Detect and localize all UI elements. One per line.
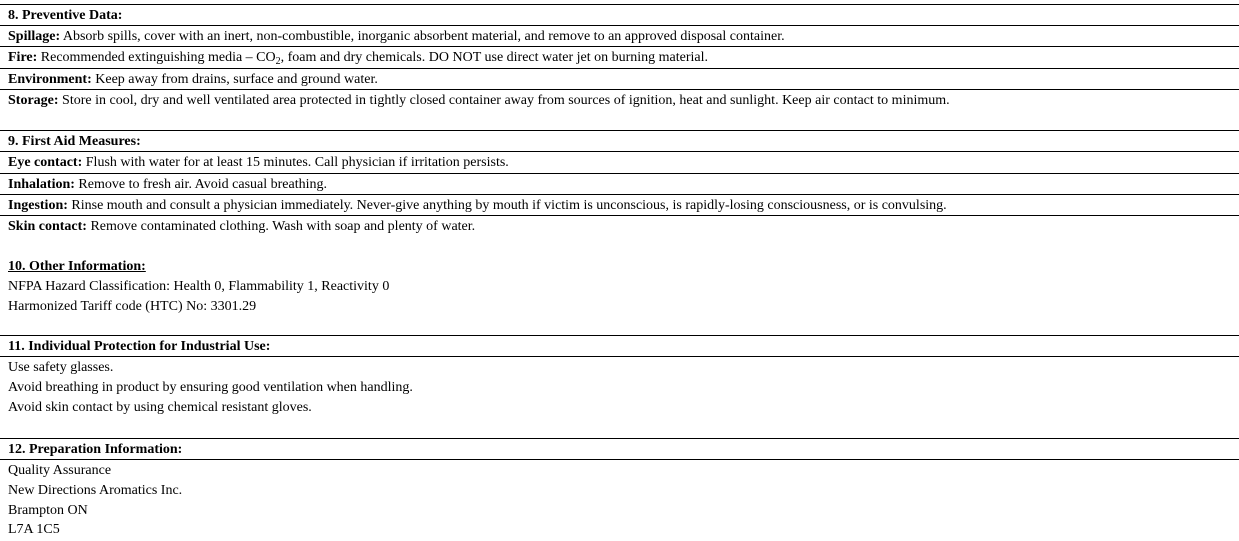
preparation-line-3 — [0, 501, 1239, 522]
section-12-heading-row — [0, 440, 1239, 461]
preparation-text: Quality Assurance — [8, 463, 112, 478]
rule — [0, 89, 1239, 90]
ingestion-text: Rinse mouth and consult a physician immediately. Never-give anything by mouth if victim is unconscious, is rapidly-losing consciousness, or is convulsing. — [67, 198, 947, 213]
environment-row — [0, 70, 1239, 91]
rule — [0, 194, 1239, 195]
section-9-heading: 9. First Aid Measures: — [8, 134, 141, 149]
preparation-line-1 — [0, 461, 1239, 482]
nfpa-classification: NFPA Hazard Classification: Health 0, Flammability 1, Reactivity 0 — [8, 279, 390, 294]
section-11-heading-row — [0, 337, 1239, 358]
rule — [0, 25, 1239, 26]
section-10-heading-row — [0, 257, 1239, 278]
inhalation-row — [0, 175, 1239, 196]
preparation-line-2 — [0, 481, 1239, 502]
fire-text-b: , foam and dry chemicals. DO NOT use direct water jet on burning material. — [280, 50, 709, 65]
environment-text: Keep away from drains, surface and ground water. — [91, 72, 378, 87]
storage-row — [0, 91, 1239, 112]
section-9-heading-row — [0, 132, 1239, 153]
rule — [0, 335, 1239, 336]
rule — [0, 151, 1239, 152]
section-8-heading-row — [0, 6, 1239, 27]
rule — [0, 356, 1239, 357]
rule — [0, 438, 1239, 439]
spillage-text: Absorb spills, cover with an inert, non-combustible, inorganic absorbent material, and remove to an approved disposal container. — [60, 29, 785, 44]
storage-label: Storage: — [8, 93, 59, 108]
fire-subscript: 2 — [275, 56, 281, 67]
protection-line-2 — [0, 378, 1239, 399]
ingestion-row — [0, 196, 1239, 217]
skin-contact-text: Remove contaminated clothing. Wash with soap and plenty of water. — [86, 219, 476, 234]
protection-text: Use safety glasses. — [8, 360, 114, 375]
spillage-row — [0, 27, 1239, 48]
rule — [0, 215, 1239, 216]
rule — [0, 459, 1239, 460]
protection-text: Avoid skin contact by using chemical resistant gloves. — [8, 400, 312, 415]
fire-row — [0, 48, 1239, 69]
fire-label: Fire: — [8, 50, 38, 65]
spillage-label: Spillage: — [8, 29, 61, 44]
inhalation-text: Remove to fresh air. Avoid casual breathing. — [74, 177, 327, 192]
protection-text: Avoid breathing in product by ensuring good ventilation when handling. — [8, 380, 413, 395]
inhalation-label: Inhalation: — [8, 177, 75, 192]
preparation-line-4 — [0, 520, 1239, 541]
rule — [0, 68, 1239, 69]
eye-contact-label: Eye contact: — [8, 155, 83, 170]
tariff-line — [0, 297, 1239, 318]
environment-label: Environment: — [8, 72, 92, 87]
protection-line-1 — [0, 358, 1239, 379]
section-11-heading: 11. Individual Protection for Industrial Use: — [8, 339, 271, 354]
section-10-heading: 10. Other Information: — [8, 259, 146, 274]
skin-contact-label: Skin contact: — [8, 219, 87, 234]
protection-line-3 — [0, 398, 1239, 419]
preparation-text: L7A 1C5 — [8, 522, 60, 537]
preparation-text: New Directions Aromatics Inc. — [8, 483, 183, 498]
rule — [0, 130, 1239, 131]
fire-text-a: Recommended extinguishing media – CO — [37, 50, 276, 65]
skin-contact-row — [0, 217, 1239, 238]
tariff-code: Harmonized Tariff code (HTC) No: 3301.29 — [8, 299, 257, 314]
rule — [0, 46, 1239, 47]
section-12-heading: 12. Preparation Information: — [8, 442, 183, 457]
ingestion-label: Ingestion: — [8, 198, 68, 213]
eye-contact-text: Flush with water for at least 15 minutes. Call physician if irritation persists. — [82, 155, 509, 170]
nfpa-line — [0, 277, 1239, 298]
rule — [0, 173, 1239, 174]
eye-contact-row — [0, 153, 1239, 174]
rule — [0, 4, 1239, 5]
storage-text: Store in cool, dry and well ventilated area protected in tightly closed container away from sources of ignition, heat and sunlight. Keep air contact to minimum. — [58, 93, 950, 108]
preparation-text: Brampton ON — [8, 503, 88, 518]
section-8-heading: 8. Preventive Data: — [8, 8, 123, 23]
